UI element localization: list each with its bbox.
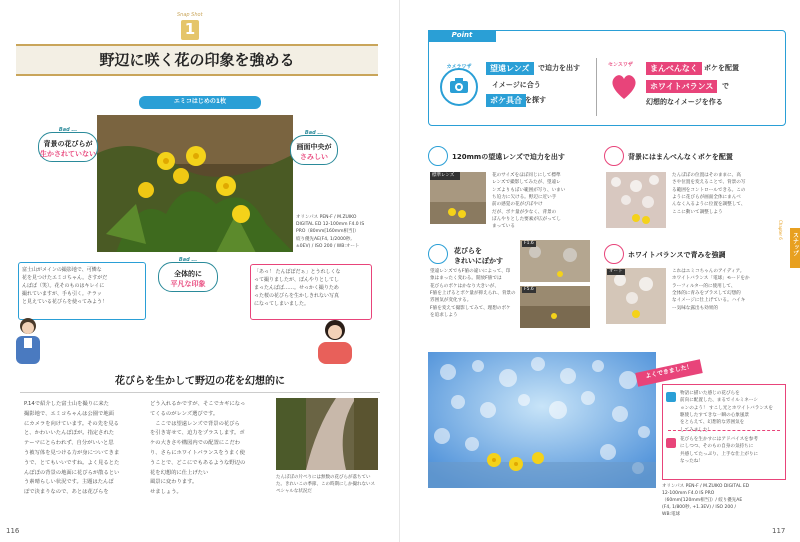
snap-number: 1 [184, 20, 196, 38]
result-text2 [680, 436, 782, 465]
auto-wb-photo [606, 268, 666, 324]
point2-keyword1: まんべんなく [646, 62, 702, 75]
text-line: 花のサイズをほぼ同じにして標準 [492, 173, 561, 178]
page-title: 野辺に咲く花の印象を強める [99, 51, 295, 69]
body-line: ぽで決まりなので、あとは花びらを [24, 489, 109, 496]
result-photo-blue [428, 352, 656, 488]
bad-badge-center [290, 130, 338, 165]
text-line: ように花びらが画面全体にまんべ [672, 195, 741, 201]
chapter-side-tab-label: スナップ [791, 232, 799, 256]
petals-photo-art [276, 398, 378, 470]
sense-waza-icon-small [604, 244, 624, 264]
camera-icon [449, 78, 469, 94]
body-line: うことで、どこにでもあるような野辺の [150, 459, 246, 466]
text-line: ョンのよう！ すこし光とホワイトバランスを [680, 405, 773, 411]
section2-text [672, 172, 788, 216]
bad-badge-line: 生かされていない [40, 150, 96, 158]
f16-label: F1.6 [524, 241, 534, 246]
petals-path-photo [276, 398, 378, 470]
speech-line: って撮りましたが、ぼんやりとしてし [254, 277, 340, 283]
section4-title: ホワイトバランスで青みを強調 [628, 251, 726, 259]
page-number-right: 117 [772, 527, 786, 535]
bad-tag: Bad ... [178, 257, 198, 263]
text-line: ラーフィルター的に使用して、 [672, 283, 736, 289]
caption-line: たんぽぽの片ぺりには無数の花びらが落ちてい [276, 475, 371, 480]
speech-line: 「あっ！ たんぽぽだぁ」とうれしくな [254, 269, 341, 275]
text-line: 花びらのボケはかなり大きいが、 [430, 283, 499, 289]
body-line: 撮影地で、エミコちゃんは公園で地面 [24, 410, 114, 417]
speech-student-text [254, 268, 370, 308]
text-line: にしつつ、そのもの自身の気持ちに [680, 444, 754, 450]
body-line: 風景に変わります。 [150, 479, 198, 486]
text-line: これはエミコちゃんのアイディア。 [672, 269, 745, 274]
point2-text2: で [722, 82, 729, 90]
body-line: 花を幻想的に仕上げたい [150, 469, 209, 476]
sense-waza-icon-small [604, 146, 624, 166]
camera-waza-icon-small [428, 146, 448, 166]
text-line: ホワイトバランス「電球」モードをか [672, 276, 750, 282]
speech-line: まったんばば……。せっかく撮りため [254, 285, 339, 291]
auto-wb-art [606, 268, 666, 324]
text-line: まっている [492, 224, 515, 230]
speech-teacher-text [22, 266, 144, 306]
body-line: う素晴らしい状況です。主題はたんぽ [24, 479, 114, 486]
main-photo-caption [296, 214, 396, 250]
text-line: 前の感覚の花がびぼやけ [492, 202, 543, 208]
text-line: ここに動いて調整しよう [672, 209, 723, 215]
speech-line: と見えている花びらを使ってみよう！ [22, 299, 108, 305]
caption-line: PRO（80mm[160mm相当]） [296, 229, 359, 235]
body-line: う被写体を見つける力が身についてきま [24, 449, 120, 456]
body-line: せましょう。 [150, 489, 182, 496]
result-divider [668, 430, 780, 431]
point1-text1: で迫力を出す [538, 64, 580, 72]
text-line: る範囲をコントロールできる。この [672, 187, 746, 193]
chapter-side-tab-number: Chapter 6 [778, 220, 783, 240]
text-line: をとらえて、幻想的な雰囲気を [680, 420, 745, 426]
caption-line: 絞り優先AE(F4, 1/2000秒, [296, 236, 352, 242]
text-line: 物語に描いた感じの花びらを [680, 391, 740, 396]
body-column-2 [150, 400, 268, 498]
body-line: てくるのがレンズ選びです。 [150, 410, 219, 417]
bad-badge-line: さみしい [300, 153, 328, 161]
sub-tag: エミコはじめの1枚 [173, 98, 227, 105]
student-figure [310, 318, 360, 364]
text-line: 望遠レンズでもF値の違いによって、印 [430, 269, 511, 274]
body-line: り、さらにホワイトバランスをうまく使 [150, 449, 245, 456]
auto-wb-label: オート [609, 269, 623, 274]
body-line: んぽぽの背景の地面に花びらが散るとい [24, 469, 120, 476]
caption-line: ±0EV) / ISO 200 / WB:オート [296, 243, 360, 249]
text-line: ンズよりもぼい範囲が写り、いまい [492, 187, 566, 193]
text-line: 駆使したすてきな一瞬の心象風景 [680, 413, 750, 419]
blue-bokeh-art [428, 352, 656, 488]
section4-text [672, 268, 788, 312]
f56-label: F5.6 [524, 287, 534, 292]
text-line: 全体的に青みをプラスして幻想的 [672, 291, 741, 297]
bokeh-art [606, 172, 666, 228]
standard-lens-label: 標準レンズ [432, 173, 455, 178]
body-line: P.14で紹介した富士山を撮りに来た [24, 401, 109, 407]
text-line: 花びらを生かすにはアドバイスを参考 [680, 437, 758, 442]
section-divider [20, 392, 380, 393]
bad-badge-line: 画面中央が [296, 143, 332, 151]
point2-keyword2: ホワイトバランス [646, 80, 717, 93]
body-column-1 [24, 400, 144, 498]
text-line: を追求しよう [430, 313, 458, 319]
point1-text2: イメージに合う [492, 81, 541, 89]
text-line: だが、ボケ量が少なく、背景の [492, 209, 557, 215]
body-line: ここでは望遠レンズで背景の花びら [150, 420, 240, 427]
text-line: F値を変えて撮影してみて、理想のボケ [430, 305, 511, 311]
even-bokeh-photo [606, 172, 666, 228]
speech-line: になってしまいました。 [254, 301, 310, 307]
text-line: なイメージに仕上げている。ハイキ [672, 298, 746, 304]
caption-line: WB:電球 [662, 511, 681, 517]
section1-text [492, 172, 592, 231]
caption-line: DIGITAL ED 12-100mm F4.0 IS [296, 222, 365, 228]
text-line: ち迫力に欠ける。野辺に近い手 [492, 195, 557, 201]
result-photo-caption [662, 484, 788, 519]
body-line: うで、とてもいいですね。よく見るとた [24, 459, 120, 466]
heart-icon [610, 74, 638, 100]
text-line: 前向に配置した、まるでイルミネーシ [680, 398, 758, 404]
section-title: 花びらを生かして野辺の花を幻想的に [115, 376, 285, 387]
caption-line: オリンパス PEN-F / M.ZUIKO DIGITAL ED [662, 484, 750, 489]
student-avatar-icon [666, 438, 676, 448]
snap-shot-label: Snap Shot [177, 12, 203, 18]
caption-line: た。きれいこの季節、この時期にしか撮れないス [276, 482, 375, 488]
camera-waza-label: カメラワザ [446, 64, 472, 70]
bad-tag: Bad ... [58, 127, 78, 133]
section1-title: 120mmの望遠レンズで迫力を出す [452, 153, 565, 161]
caption-line: ペシャルな状況だ [276, 489, 312, 495]
text-line: してみました！ [680, 427, 713, 433]
speech-line: った桜の花びらを生かしきれない写真 [254, 293, 340, 299]
result-banner: よくできました！ [644, 363, 694, 380]
point1-keyword1: 望遠レンズ [486, 62, 534, 75]
point1-text3: を探す [525, 96, 546, 104]
speech-line: 花を見つけたエミコちゃん。さすがだ [22, 275, 108, 281]
section2-title: 背景にはまんべんなくボケを配置 [628, 153, 733, 161]
caption-line: （60mm[120mm相当]）/ 絞り優先AE [662, 497, 743, 503]
text-line: んなく入るように位置を調整して、 [672, 202, 746, 208]
title-line: きれいにぼかす [454, 257, 503, 265]
caption-line: オリンパス PEN-F / M.ZUIKO [296, 215, 357, 220]
speech-line: 富士山がメインの撮影地で、可憐な [22, 267, 102, 273]
section3-title [454, 246, 503, 266]
dandelion-photo-art [96, 114, 294, 253]
text-line: 雰囲気が変化する。 [430, 298, 472, 304]
text-line: F値を上げるとボケ量が抑えられ、背景の [430, 291, 516, 297]
bad-badge-overall [158, 257, 218, 292]
bad-badge-line: 平凡な印象 [170, 280, 206, 288]
point2-text1: ボケを配置 [704, 64, 739, 72]
body-line: を引き寄せて、迫力をプラスします。ボ [150, 430, 245, 437]
body-line: ケの大きさや構図内での配置にこだわ [150, 440, 241, 447]
body-line: どう入れるかですが、そこでカギになっ [150, 401, 246, 407]
speech-line: 撮れていますが、手も引く。チラッ [22, 291, 102, 297]
text-line: さや位置を変えることで、背景の写 [672, 180, 746, 186]
sense-waza-label: センスワザ [608, 62, 633, 68]
body-line: テーマにとらわれず、自分がいいと思 [24, 440, 114, 447]
text-line: 共感してたっぷり、上手な仕上がりに [680, 451, 759, 457]
text-line: レンズで撮影してみたが、望遠レ [492, 180, 561, 186]
body-line: と、かわいいたんぽぽが。指定された [24, 430, 115, 437]
main-photo-dandelions [96, 114, 294, 253]
point2-text3: 幻想的なイメージを作る [646, 98, 723, 106]
camera-waza-icon-small [428, 244, 448, 264]
bad-badge-line: 背景の花びらが [43, 140, 93, 148]
point1-keyword2: ボケ具合 [486, 94, 526, 107]
caption-line: (F4, 1/800秒, +1.3EV) / ISO 200 / [662, 504, 737, 510]
body-line: にカメラを向けています。その先を見る [24, 420, 119, 427]
teacher-avatar-icon [666, 392, 676, 402]
text-line: たんぽぽの位置はそのままに、高 [672, 173, 741, 178]
bad-tag: Bad ... [304, 130, 324, 136]
section3-text [430, 268, 518, 319]
text-line: 象はまったく変わる。開放F値では [430, 276, 502, 282]
bad-badge-background [38, 127, 98, 162]
small-photo-caption [276, 474, 380, 496]
result-text1 [680, 390, 782, 434]
teacher-figure [10, 316, 46, 364]
speech-line: んばば（笑）。花そのものはキレイに [22, 283, 105, 289]
caption-line: 12-100mm F4.0 IS PRO [662, 490, 715, 496]
point-box [428, 30, 786, 126]
bad-badge-line: 全体的に [174, 270, 202, 278]
text-line: なったね！ [680, 459, 703, 465]
point-divider [596, 58, 597, 116]
text-line: ー気味な露出も効果的 [672, 305, 718, 311]
point-label: Point [451, 31, 473, 39]
right-page [400, 0, 800, 542]
title-line: 花びらを [454, 247, 482, 255]
page-number-left: 116 [6, 527, 20, 535]
text-line: ぼんやりとした要素が広がってし [492, 217, 561, 223]
